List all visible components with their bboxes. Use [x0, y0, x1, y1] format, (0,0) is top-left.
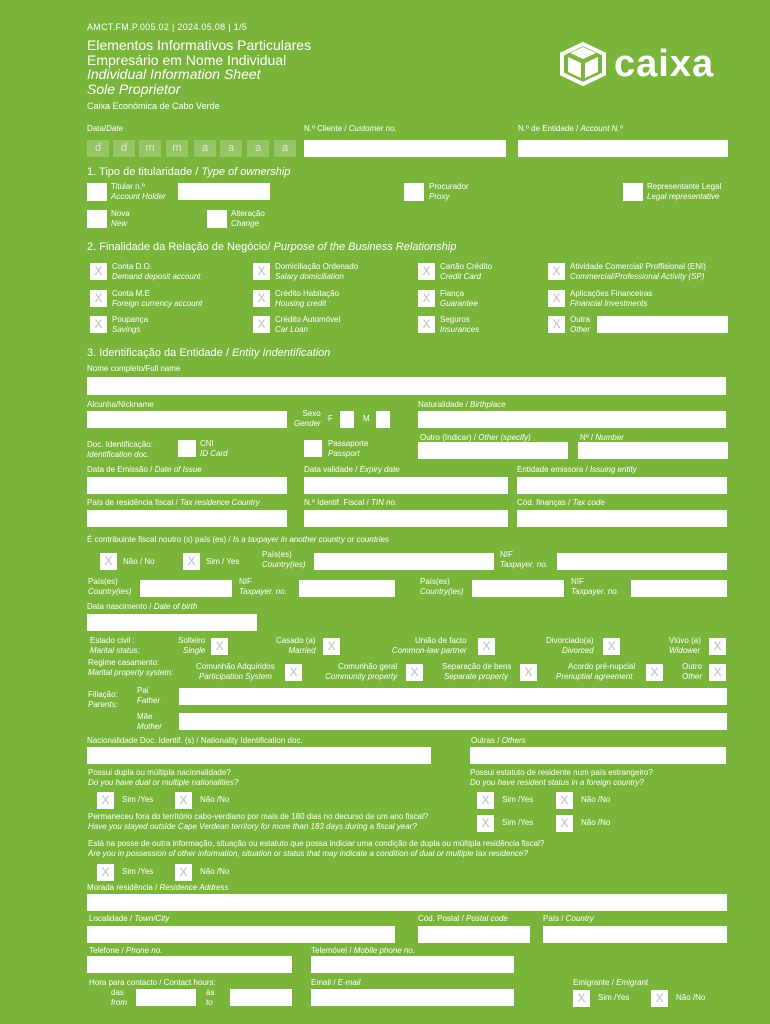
section-2-title: 2. Finalidade da Relação de Negócio/ Purpose of the Business Relationship: [87, 241, 457, 253]
purpose-checkbox-housing[interactable]: [253, 290, 270, 307]
married-label: Casado (a) Married: [276, 636, 316, 655]
document-code: AMCT.FM.P.005.02 | 2024.05.08 | 1/5: [87, 22, 248, 32]
union-label: União de facto Common-law partner: [391, 636, 467, 655]
separate-checkbox[interactable]: [520, 664, 537, 681]
fullname-label: Nome completo/Full name: [87, 364, 181, 373]
emigrant-no-label: Não /No: [676, 993, 706, 1002]
resident-yes-checkbox[interactable]: [477, 792, 494, 809]
tax-country-field[interactable]: [87, 510, 287, 527]
other-doc-field[interactable]: [418, 442, 568, 459]
purpose-checkbox-car-loan[interactable]: [253, 316, 270, 333]
cube-logo-icon: [560, 42, 606, 86]
country-label: País / Country: [543, 914, 594, 923]
acq-label: Comunhão Adquiridos Participation System: [196, 662, 275, 681]
date-day-1[interactable]: d: [87, 140, 109, 157]
country-field[interactable]: [543, 926, 727, 943]
holder-checkbox[interactable]: [87, 183, 107, 201]
purpose-checkbox-other[interactable]: [548, 316, 565, 333]
resident-yes-label: Sim /Yes: [502, 795, 534, 804]
resident-no-label: Não /No: [581, 795, 611, 804]
nif-field-1[interactable]: [557, 553, 727, 570]
town-label: Localidade / Town/City: [89, 914, 170, 923]
sex-label: Sexo Gender: [294, 409, 321, 428]
marital-label: Estado civil : Marital status:: [90, 636, 140, 655]
countries-field-3[interactable]: [472, 580, 564, 597]
tax-code-label: Cód. finanças / Tax code: [517, 498, 605, 507]
countries-label-3: País(es) Country(ies): [420, 577, 464, 596]
postal-field[interactable]: [418, 926, 530, 943]
section-3-title: 3. Identificação da Entidade / Entity Indentification: [87, 347, 331, 359]
holder-number-field[interactable]: [178, 183, 270, 200]
change-checkbox[interactable]: [207, 210, 227, 228]
to-label: às to: [206, 988, 215, 1007]
phone-field[interactable]: [87, 956, 292, 973]
date-year-3[interactable]: a: [247, 140, 269, 157]
dual-yes-label: Sim /Yes: [122, 795, 154, 804]
issuer-label: Entidade emissora / Issuing entity: [517, 465, 637, 474]
countries-label-1: País(es) Country(ies): [262, 550, 306, 569]
date-month-2[interactable]: m: [166, 140, 188, 157]
purpose-checkbox-commercial[interactable]: [548, 263, 565, 280]
email-label: Email / E-mail: [311, 978, 361, 987]
date-month-1[interactable]: m: [139, 140, 161, 157]
taxpayer-yes-label: Sim / Yes: [206, 557, 240, 566]
dual-no-label: Não /No: [200, 795, 230, 804]
other-doc-label: Outro (Indicar) / Other (specify): [420, 433, 531, 442]
purpose-checkbox-investments[interactable]: [548, 290, 565, 307]
widower-checkbox[interactable]: [709, 638, 726, 655]
divorced-label: Divorciado(a) Divorced: [546, 636, 594, 655]
prenup-checkbox[interactable]: [646, 664, 663, 681]
passport-label: Passaporte Passport: [328, 439, 369, 458]
other-regime-checkbox[interactable]: [709, 664, 726, 681]
emigrant-yes-label: Sim /Yes: [598, 993, 630, 1002]
title-pt-2: Empresário em Nome Individual: [87, 51, 287, 68]
nif-field-3[interactable]: [631, 580, 727, 597]
legal-representative-checkbox[interactable]: [623, 183, 643, 201]
other-nationality-field[interactable]: [470, 747, 726, 764]
purpose-car-loan-label: Crédito Automóvel Car Loan: [275, 315, 341, 334]
dual-yes-checkbox[interactable]: [97, 792, 114, 809]
single-checkbox[interactable]: [211, 638, 228, 655]
entity-number-label: N.º de Entidade / Account N.º: [518, 124, 623, 133]
father-label: Pai Father: [137, 686, 161, 705]
issue-date-field[interactable]: [87, 477, 287, 494]
nif-label-2: NIF Taxpayer. no.: [239, 577, 287, 596]
dual-no-checkbox[interactable]: [175, 792, 192, 809]
doc-label: Doc. Identificação: Identification doc.: [87, 440, 153, 459]
title-pt-1: Elementos Informativos Particulares: [87, 37, 312, 53]
caixa-logo: [560, 42, 714, 86]
prenup-label: Acordo pré-nupcial Prenuptial agreement: [556, 662, 636, 681]
possess-question: Está na posse de outra informação, situação ou estatuto que possa indiciar uma condição de dupla ou múltipla residência fiscal? Are you in possession of other information, situation or status that may indicate a condition of dual or multiple tax residence?: [88, 839, 545, 858]
expiry-date-field[interactable]: [304, 477, 508, 494]
emigrant-no-checkbox[interactable]: [651, 990, 668, 1007]
purpose-other-field[interactable]: [597, 316, 728, 333]
countries-field-1[interactable]: [314, 553, 494, 570]
mobile-field[interactable]: [311, 956, 514, 973]
father-field[interactable]: [179, 688, 727, 705]
purpose-checkbox-foreign-currency[interactable]: [90, 290, 107, 307]
widower-label: Viúvo (a) Widower: [669, 636, 701, 655]
new-checkbox[interactable]: [87, 210, 107, 228]
dual-nationality-question: Possui dupla ou múltipla nacionalidade? Do you have dual or multiple nationalities?: [88, 768, 239, 787]
nickname-field[interactable]: [87, 411, 287, 428]
purpose-guarantee-label: Fiança Guarantee: [440, 289, 478, 308]
purpose-foreign-currency-label: Conta M.E Foreign currency account: [112, 289, 203, 308]
stay-yes-checkbox[interactable]: [477, 815, 494, 832]
mother-label: Mãe Mother: [137, 712, 162, 731]
purpose-housing-label: Crédito Habitação Housing credit: [275, 289, 340, 308]
section-1-title: 1. Tipo de titularidade / Type of ownership: [87, 166, 291, 178]
nif-label-3: NIF Taxpayer. no.: [571, 577, 619, 596]
nationality-label: Nacionalidade Doc. Identif. (s) / Nationality Identification doc.: [87, 736, 303, 745]
acq-checkbox[interactable]: [285, 664, 302, 681]
change-label: Alteração Change: [231, 209, 265, 228]
address-field[interactable]: [87, 894, 727, 911]
doc-number-field[interactable]: [578, 442, 728, 459]
nif-field-2[interactable]: [299, 580, 395, 597]
title-en-1: Individual Information Sheet: [87, 66, 261, 82]
nationality-field[interactable]: [87, 747, 431, 764]
purpose-checkbox-savings[interactable]: [90, 316, 107, 333]
purpose-salary-label: Domiciliação Ordenado Salary domiciliation: [275, 262, 359, 281]
regime-label: Regime casamento: Marital property system:: [88, 658, 174, 677]
stay-no-checkbox[interactable]: [556, 815, 573, 832]
taxpayer-no-label: Não / No: [123, 557, 155, 566]
purpose-credit-card-label: Cartão Crédito Credit Card: [440, 262, 493, 281]
issue-date-label: Data de Emissão / Date of Issue: [87, 465, 202, 474]
proxy-checkbox[interactable]: [404, 183, 424, 201]
logo-text: caixa: [614, 42, 715, 85]
phone-label: Telefone / Phone no.: [89, 946, 163, 955]
issuer-field[interactable]: [517, 477, 727, 494]
divorced-checkbox[interactable]: [603, 638, 620, 655]
union-checkbox[interactable]: [478, 638, 495, 655]
general-checkbox[interactable]: [406, 664, 423, 681]
purpose-checkbox-insurances[interactable]: [418, 316, 435, 333]
fullname-field[interactable]: [87, 377, 726, 395]
town-field[interactable]: [87, 926, 395, 943]
date-year-1[interactable]: a: [194, 140, 216, 157]
new-label: Nova New: [111, 209, 130, 228]
date-label: Data/Date: [87, 124, 124, 133]
female-checkbox[interactable]: [340, 411, 354, 428]
birthplace-label: Naturalidade / Birthplace: [418, 400, 506, 409]
tax-code-field[interactable]: [517, 510, 727, 527]
mother-field[interactable]: [179, 713, 727, 730]
tax-country-label: País de residência fiscal / Tax residence Country: [87, 498, 260, 507]
married-checkbox[interactable]: [323, 638, 340, 655]
emigrant-yes-checkbox[interactable]: [573, 990, 590, 1007]
from-label: das from: [111, 988, 127, 1007]
from-hour-field[interactable]: [136, 989, 196, 1006]
title-en-2: Sole Proprietor: [87, 80, 181, 97]
tin-field[interactable]: [304, 510, 508, 527]
entity-number-field[interactable]: [518, 140, 728, 157]
single-label: Solteiro Single: [178, 636, 206, 655]
cni-label: CNI ID Card: [200, 439, 228, 458]
stay-no-label: Não /No: [581, 818, 611, 827]
taxpayer-yes-checkbox[interactable]: [183, 553, 200, 570]
client-number-label: N.º Cliente / Customer no.: [304, 124, 397, 133]
possess-no-checkbox[interactable]: [175, 864, 192, 881]
mobile-label: Telemóvel / Mobile phone no.: [311, 946, 416, 955]
doc-number-label: Nº / Number: [580, 433, 624, 442]
purpose-commercial-label: Atividade Comercial/ Proffisional (ENI) Commercial/Professional Activity (SP): [570, 262, 706, 281]
purpose-investments-label: Aplicações Financeiras Financial Investments: [570, 289, 653, 308]
form-title: [87, 38, 311, 96]
filiation-label: Filiação: Parents:: [88, 690, 118, 709]
purpose-savings-label: Poupança Savings: [112, 315, 149, 334]
purpose-checkbox-guarantee[interactable]: [418, 290, 435, 307]
legal-representative-label: Representante Legal Legal representative: [647, 182, 722, 201]
client-number-field[interactable]: [304, 140, 506, 157]
nif-label-1: NIF Taxpayer. no.: [500, 550, 548, 569]
male-label: M: [363, 414, 370, 423]
proxy-label: Procurador Proxy: [429, 182, 469, 201]
possess-yes-checkbox[interactable]: [97, 864, 114, 881]
to-hour-field[interactable]: [230, 989, 292, 1006]
separate-label: Separação de bens Separate property: [442, 662, 512, 681]
expiry-date-label: Data validade / Expiry date: [304, 465, 400, 474]
taxpayer-question: É contribuinte fiscal noutro (s) país (es) / Is a taxpayer in another country or countries: [87, 535, 389, 544]
date-year-2[interactable]: a: [220, 140, 242, 157]
emigrant-label: Emigrante / Emigrant: [573, 978, 649, 987]
bank-name: Caixa Económica de Cabo Verde: [87, 101, 220, 111]
purpose-insurances-label: Seguros Insurances: [440, 315, 480, 334]
possess-no-label: Não /No: [200, 867, 230, 876]
other-regime-label: Outro Other: [682, 662, 703, 681]
cni-checkbox[interactable]: [178, 440, 196, 457]
holder-label: Titular n.º Account Holder: [111, 182, 166, 201]
purpose-checkbox-dd-account[interactable]: [90, 263, 107, 280]
resident-no-checkbox[interactable]: [556, 792, 573, 809]
resident-question: Possui estatuto de residente num país estrangeiro? Do you have resident status in a foreign country?: [470, 768, 653, 787]
stay-yes-label: Sim /Yes: [502, 818, 534, 827]
date-day-2[interactable]: d: [113, 140, 135, 157]
email-field[interactable]: [311, 989, 514, 1006]
purpose-dd-account-label: Conta D.O. Demand deposit account: [112, 262, 201, 281]
purpose-checkbox-credit-card[interactable]: [418, 263, 435, 280]
other-nationality-label: Outras / Others: [471, 736, 526, 745]
contact-hours-label: Hora para contacto / Contact hours:: [89, 978, 216, 987]
taxpayer-no-checkbox[interactable]: [100, 553, 117, 570]
date-year-4[interactable]: a: [274, 140, 296, 157]
female-label: F: [328, 414, 333, 423]
countries-field-2[interactable]: [140, 580, 232, 597]
birthplace-field[interactable]: [418, 411, 726, 428]
general-label: Comunhão geral Community property: [325, 662, 398, 681]
birthdate-field[interactable]: [87, 614, 257, 631]
male-checkbox[interactable]: [376, 411, 390, 428]
stay-question: Permaneceu fora do território cabo-verdiano por mais de 180 dias no decurso de um ano fiscal? Have you stayed outside Cape Verdean territory for more than 183 days during a fiscal year?: [88, 812, 429, 831]
passport-checkbox[interactable]: [304, 440, 322, 457]
birthdate-label: Data nascimento / Date of birth: [87, 602, 198, 611]
postal-label: Cód. Postal / Postal code: [418, 914, 508, 923]
purpose-checkbox-salary[interactable]: [253, 263, 270, 280]
purpose-other-label: Outra Other: [570, 315, 591, 334]
address-label: Morada residência / Residence Address: [87, 883, 229, 892]
countries-label-2: País(es) Country(ies): [88, 577, 132, 596]
nickname-label: Alcunha/Nickname: [87, 400, 154, 409]
tin-label: N.º Identif. Fiscal / TIN no.: [304, 498, 398, 507]
possess-yes-label: Sim /Yes: [122, 867, 154, 876]
